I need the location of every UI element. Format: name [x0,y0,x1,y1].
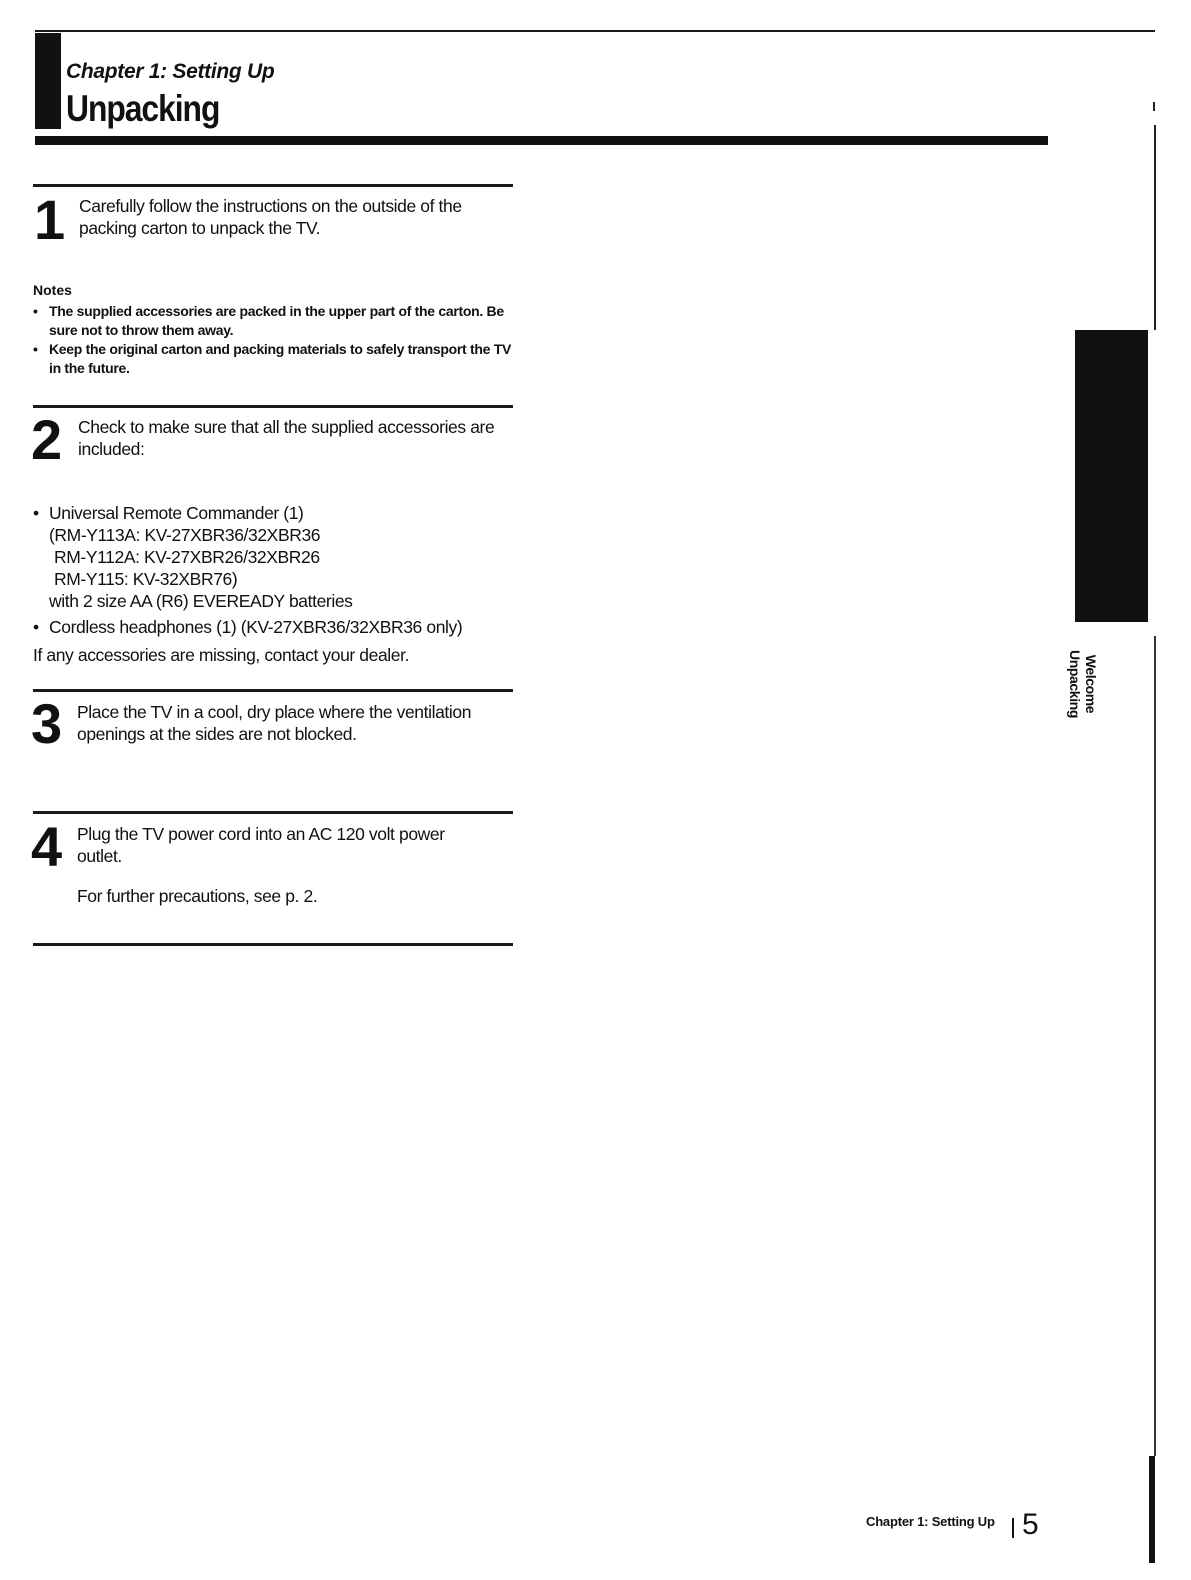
step-1-rule [33,184,513,187]
section-end-rule [33,943,513,946]
section-tab-label [1067,649,1099,719]
footer-chapter: Chapter 1: Setting Up [866,1514,995,1529]
notes-list [33,302,513,378]
step-2-number: 2 [31,408,61,471]
step-3-number: 3 [31,692,61,755]
step-1-text: Carefully follow the instructions on the outside of the packing carton to unpack the TV. [79,196,462,238]
remote-batteries: with 2 size AA (R6) EVEREADY batteries [49,591,353,611]
margin-line-bottom [1149,1456,1155,1563]
step-2-rule [33,405,513,408]
note-item: • Keep the original carton and packing materials to safely transport the TV in the future. [33,340,513,378]
title-rule [35,136,1048,145]
section-tab-welcome: Welcome [1083,654,1099,714]
accessory-item-remote [33,502,513,612]
header-marker-bar [35,33,61,129]
section-tab-unpacking: Unpacking [1067,650,1083,718]
accessory-item-headphones: • Cordless headphones (1) (KV-27XBR36/32XBR36 only) [33,616,513,638]
chapter-kicker: Chapter 1: Setting Up [66,60,275,83]
step-4-precautions: For further precautions, see p. 2. [77,886,318,906]
footer-separator [1012,1518,1014,1538]
margin-line-top [1154,125,1156,330]
note-item: • The supplied accessories are packed in the upper part of the carton. Be sure not to throw them away. [33,302,513,340]
step-3-rule [33,689,513,692]
step-2-text: Check to make sure that all the supplied accessories are included: [78,417,495,459]
page-number: 5 [1022,1508,1039,1541]
step-4-text: Plug the TV power cord into an AC 120 volt power outlet. [77,824,445,866]
step-4-number: 4 [31,815,61,878]
remote-name: • Universal Remote Commander (1) [49,503,304,523]
page-title: Unpacking [66,88,220,129]
step-4-rule [33,811,513,814]
section-tab [1075,330,1148,622]
missing-accessories-note: If any accessories are missing, contact your dealer. [33,645,410,665]
remote-model: (RM-Y113A: KV-27XBR36/32XBR36 [49,525,321,545]
remote-model: RM-Y112A: KV-27XBR26/32XBR26 [54,547,320,567]
margin-line-mid [1154,636,1156,1456]
step-3-text: Place the TV in a cool, dry place where the ventilation openings at the sides are not blocked. [77,702,472,744]
notes-heading: Notes [33,282,72,298]
step-1-number: 1 [34,188,64,251]
margin-tick [1153,102,1155,111]
accessory-list [33,502,513,642]
top-rule [35,30,1155,32]
remote-model: RM-Y115: KV-32XBR76) [54,569,238,589]
